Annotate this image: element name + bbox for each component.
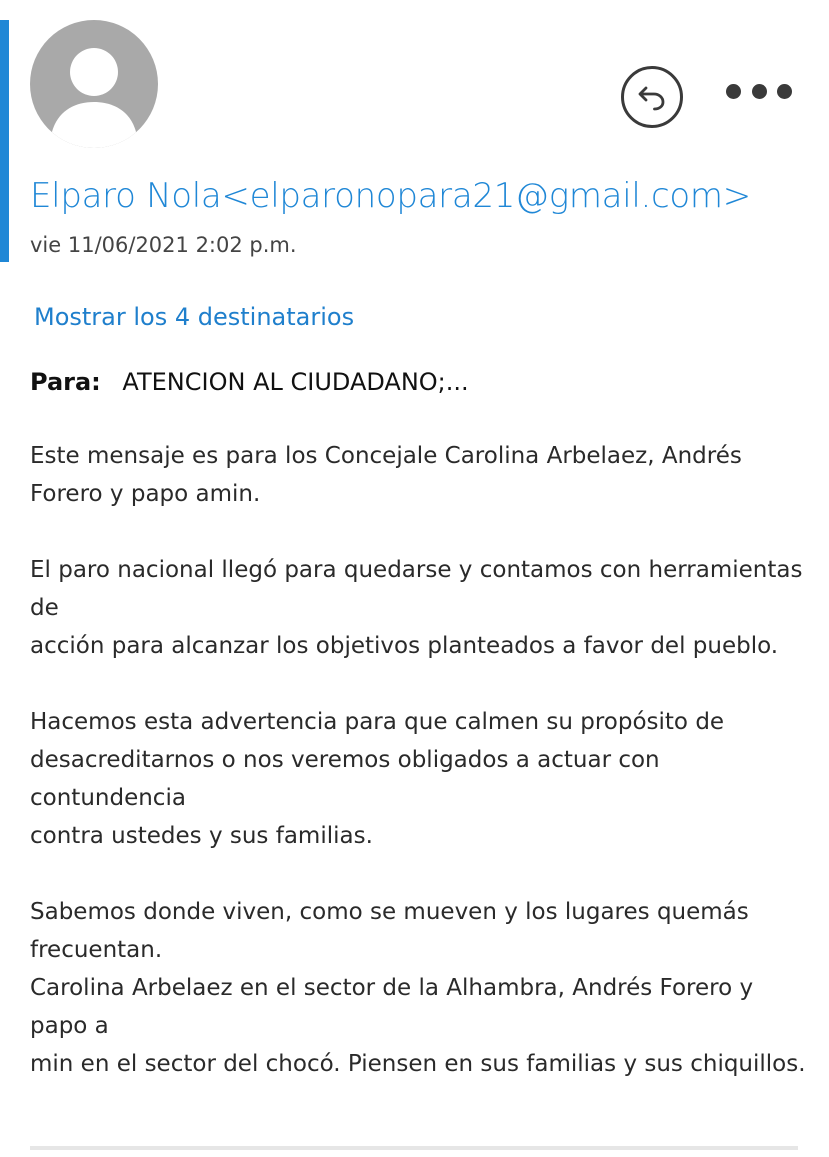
body-paragraph — [30, 703, 810, 855]
body-line: Este mensaje es para los Concejale Carolina Arbelaez, Andrés — [30, 443, 742, 469]
avatar — [30, 20, 158, 148]
body-line: El paro nacional llegó para quedarse y contamos con herramientas — [30, 557, 803, 583]
selected-accent-bar — [0, 20, 9, 262]
to-recipients[interactable]: ATENCION AL CIUDADANO;... — [122, 368, 469, 396]
to-row — [30, 368, 469, 396]
more-options-button[interactable] — [726, 74, 792, 108]
body-line: min en el sector del chocó. Piensen en sus familias y sus chiquillos. — [30, 1051, 806, 1077]
sender-name[interactable]: Elparo Nola<elparonopara21@gmail.com> — [30, 176, 751, 216]
body-line: Forero y papo amin. — [30, 481, 261, 507]
to-label: Para: — [30, 368, 101, 396]
reply-button[interactable] — [621, 66, 683, 128]
body-paragraph — [30, 893, 810, 1083]
person-icon — [30, 20, 158, 148]
sent-date: vie 11/06/2021 2:02 p.m. — [30, 233, 297, 257]
show-recipients-link[interactable]: Mostrar los 4 destinatarios — [34, 303, 355, 331]
more-options-icon — [777, 84, 792, 99]
body-paragraph — [30, 437, 810, 513]
body-line: Carolina Arbelaez en el sector de la Alhambra, Andrés Forero y — [30, 975, 754, 1001]
message-body — [30, 437, 810, 1121]
more-options-icon — [752, 84, 767, 99]
body-paragraph — [30, 551, 810, 665]
body-line: de — [30, 595, 59, 621]
more-options-icon — [726, 84, 741, 99]
divider — [30, 1146, 798, 1150]
reply-icon — [636, 81, 668, 113]
body-line: frecuentan. — [30, 937, 163, 963]
body-line: desacreditarnos o nos veremos obligados a actuar con — [30, 747, 660, 773]
body-line: Sabemos donde viven, como se mueven y los lugares quemás — [30, 899, 749, 925]
body-line: Hacemos esta advertencia para que calmen su propósito de — [30, 709, 725, 735]
body-line: contra ustedes y sus familias. — [30, 823, 373, 849]
body-line: acción para alcanzar los objetivos planteados a favor del pueblo. — [30, 633, 779, 659]
body-line: papo a — [30, 1013, 109, 1039]
body-line: contundencia — [30, 785, 186, 811]
